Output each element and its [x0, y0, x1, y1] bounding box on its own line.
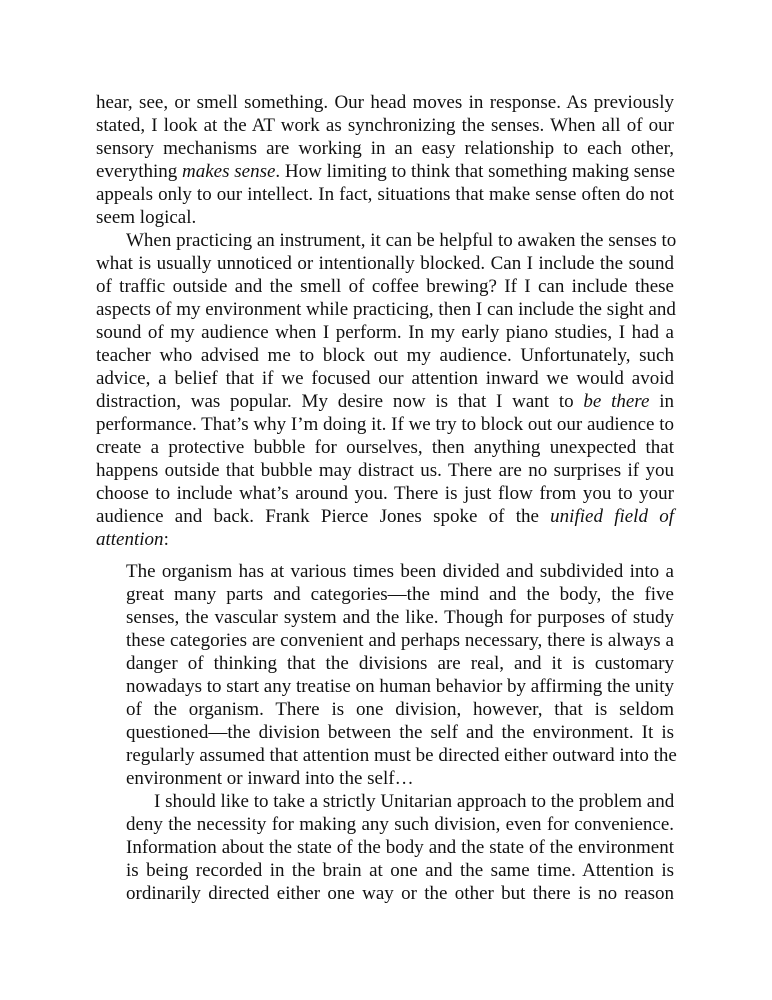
text-span: distraction, was popular. My desire now is that I want to: [96, 391, 584, 412]
paragraph-line: [96, 344, 674, 368]
text-span: great many parts and categories—the mind and the body, the five: [126, 584, 674, 605]
text-span: seem logical.: [96, 207, 197, 228]
text-span: :: [163, 529, 169, 550]
quote-line: [126, 698, 674, 722]
text-span: advice, a belief that if we focused our attention inward we would avoid: [96, 368, 674, 389]
text-span: these categories are convenient and perhaps necessary, there is always a: [126, 630, 674, 651]
paragraph-line: [126, 229, 677, 253]
paragraph-line: [96, 183, 674, 207]
quote-line: [126, 560, 674, 584]
text-span: deny the necessity for making any such division, even for convenience.: [126, 814, 674, 835]
text-span: of traffic outside and the smell of coffee brewing? If I can include these: [96, 276, 674, 297]
quote-line: [126, 652, 674, 676]
paragraph-line: [96, 252, 674, 276]
text-span: create a protective bubble for ourselves, then anything unexpected that: [96, 437, 674, 458]
text-span: regularly assumed that attention must be directed either outward into the: [126, 745, 677, 766]
text-span: stated, I look at the AT work as synchronizing the senses. When all of our: [96, 115, 674, 136]
paragraph-line: [96, 505, 674, 529]
text-span: When practicing an instrument, it can be helpful to awaken the senses to: [126, 230, 677, 251]
text-span: appeals only to our intellect. In fact, situations that make sense often do not: [96, 184, 674, 205]
paragraph-line: [96, 321, 674, 345]
italic-text: makes sense: [182, 161, 276, 182]
text-span: hear, see, or smell something. Our head moves in response. As previously: [96, 92, 674, 113]
paragraph-line: [96, 275, 674, 299]
quote-line: [126, 629, 674, 653]
text-span: audience and back. Frank Pierce Jones spoke of the: [96, 506, 551, 527]
text-span: what is usually unnoticed or intentionally blocked. Can I include the sound: [96, 253, 674, 274]
quote-line: [154, 790, 674, 814]
paragraph-line: [96, 482, 674, 506]
paragraph-line: [96, 91, 674, 115]
paragraph-line: [96, 528, 674, 552]
quote-line: [126, 813, 674, 837]
text-span: everything: [96, 161, 183, 182]
text-span: . How limiting to think that something making sense: [275, 161, 675, 182]
text-span: sound of my audience when I perform. In my early piano studies, I had a: [96, 322, 674, 343]
text-span: environment or inward into the self…: [126, 768, 414, 789]
paragraph-line: [96, 390, 674, 414]
paragraph-line: [96, 413, 674, 437]
text-span: nowadays to start any treatise on human behavior by affirming the unity: [126, 676, 674, 697]
quote-line: [126, 744, 677, 768]
text-span: I should like to take a strictly Unitarian approach to the problem and: [154, 791, 675, 812]
text-span: is being recorded in the brain at one and the same time. Attention is: [126, 860, 674, 881]
quote-line: [126, 583, 674, 607]
quote-line: [126, 882, 674, 906]
italic-text: unified field of: [550, 506, 674, 527]
quote-line: [126, 721, 674, 745]
text-span: senses, the vascular system and the like. Though for purposes of study: [126, 607, 674, 628]
paragraph-line: [96, 114, 674, 138]
text-span: sensory mechanisms are working in an easy relationship to each other,: [96, 138, 674, 159]
italic-text: be there: [583, 391, 650, 412]
text-span: teacher who advised me to block out my audience. Unfortunately, such: [96, 345, 674, 366]
quote-line: [126, 675, 674, 699]
quote-line: [126, 836, 674, 860]
paragraph-line: [96, 436, 674, 460]
text-span: in: [649, 391, 674, 412]
paragraph-line: [96, 367, 674, 391]
text-span: performance. That’s why I’m doing it. If we try to block out our audience to: [96, 414, 674, 435]
italic-text: attention: [96, 529, 164, 550]
text-span: ordinarily directed either one way or the other but there is no reason: [126, 883, 674, 904]
quote-line: [126, 859, 674, 883]
text-span: happens outside that bubble may distract us. There are no surprises if you: [96, 460, 674, 481]
text-span: The organism has at various times been divided and subdivided into a: [126, 561, 674, 582]
paragraph-line: [96, 459, 674, 483]
paragraph-line: [96, 206, 674, 230]
text-span: questioned—the division between the self and the environment. It is: [126, 722, 674, 743]
paragraph-line: [96, 137, 674, 161]
text-span: of the organism. There is one division, however, that is seldom: [126, 699, 674, 720]
text-span: aspects of my environment while practicing, then I can include the sight and: [96, 299, 676, 320]
quote-line: [126, 767, 674, 791]
text-span: Information about the state of the body and the state of the environment: [126, 837, 674, 858]
paragraph-line: [96, 298, 674, 322]
text-span: choose to include what’s around you. There is just flow from you to your: [96, 483, 674, 504]
text-span: danger of thinking that the divisions are real, and it is customary: [126, 653, 674, 674]
quote-line: [126, 606, 674, 630]
paragraph-line: [96, 160, 674, 184]
